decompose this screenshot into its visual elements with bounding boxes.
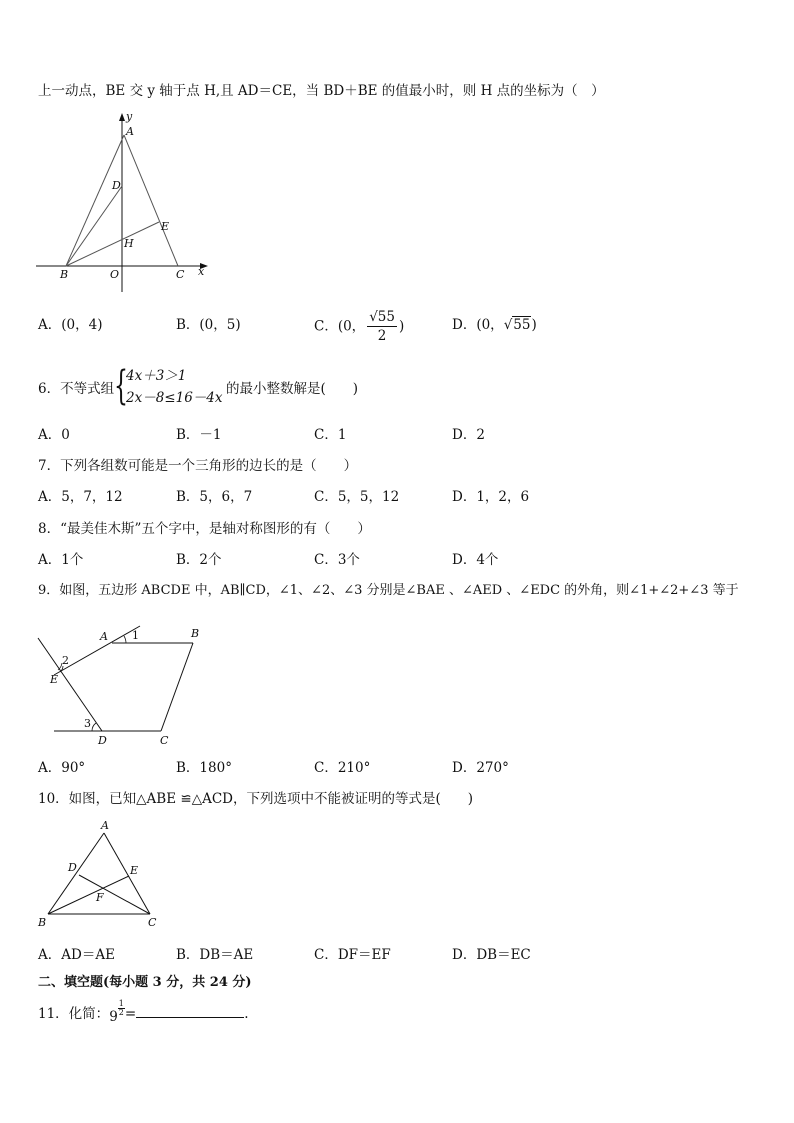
label-b: B — [60, 268, 69, 281]
q11-exponent-numerator: 1 — [118, 999, 124, 1008]
q11-suffix: . — [244, 1006, 249, 1022]
q11-base: 9 — [109, 1009, 118, 1025]
q9-option-d[interactable]: D．270° — [452, 760, 509, 776]
label-d: D — [68, 861, 77, 874]
q6-suffix: 的最小整数解是( ) — [226, 381, 359, 397]
q9-figure — [36, 620, 216, 750]
q8-option-a[interactable]: A．1个 — [38, 552, 84, 568]
q6-option-d[interactable]: D．2 — [452, 427, 485, 443]
q5-stem: 上一动点，BE 交 y 轴于点 H,且 AD＝CE，当 BD＋BE 的值最小时，则 H 点的坐标为（ ） — [38, 83, 605, 99]
q11 — [38, 999, 249, 1025]
label-c: C — [176, 268, 185, 281]
label-a: A — [126, 125, 134, 138]
q10-option-d[interactable]: D．DB＝EC — [452, 947, 531, 963]
angle-mark-1 — [124, 636, 126, 643]
label-e: E — [130, 864, 139, 877]
q5-option-d-radicand: 55 — [513, 317, 531, 333]
label-h: H — [124, 237, 134, 250]
q8-option-d[interactable]: D．4个 — [452, 552, 499, 568]
q5-option-b[interactable]: B．(0，5) — [176, 317, 241, 333]
q5-option-a[interactable]: A．(0，4) — [38, 317, 103, 333]
label-d: D — [98, 734, 107, 747]
line-ea-extended — [54, 626, 140, 675]
q6-inequality-2: 2x－8≤16－4x — [126, 390, 223, 406]
q5-option-d-prefix: D．(0， — [452, 317, 504, 333]
q7-stem: 7．下列各组数可能是一个三角形的边长的是（ ） — [38, 458, 358, 474]
label-3: 3 — [84, 717, 91, 730]
section-2-title: 二、填空题(每小题 3 分，共 24 分) — [38, 975, 252, 990]
q7-option-b[interactable]: B．5，6，7 — [176, 489, 253, 505]
q10-option-a[interactable]: A．AD＝AE — [38, 947, 115, 963]
q5-option-c-suffix: ) — [398, 318, 405, 335]
line-de-extended — [38, 638, 102, 731]
q6-option-c[interactable]: C．1 — [314, 427, 347, 443]
q8-option-b[interactable]: B．2个 — [176, 552, 222, 568]
q9-option-c[interactable]: C．210° — [314, 760, 371, 776]
label-e: E — [161, 220, 170, 233]
q5-option-c-denominator: 2 — [377, 328, 387, 344]
angle-mark-3 — [92, 723, 96, 731]
q5-option-d-suffix: ) — [531, 317, 537, 333]
q6-option-b[interactable]: B．－1 — [176, 427, 222, 443]
q10-stem: 10．如图，已知△ABE ≌△ACD，下列选项中不能被证明的等式是( ) — [38, 791, 474, 807]
q11-answer-blank[interactable] — [136, 1004, 244, 1018]
segment-be — [66, 222, 159, 266]
q9-stem: 9．如图，五边形 ABCDE 中，AB∥CD，∠1、∠2、∠3 分别是∠BAE 、∠AED 、∠EDC 的外角，则∠1+∠2+∠3 等于 — [38, 583, 739, 598]
label-a: A — [100, 630, 108, 643]
label-a: A — [101, 819, 109, 832]
q5-option-d-sqrt: √55 — [503, 317, 531, 333]
label-b: B — [191, 627, 200, 640]
q10-option-b[interactable]: B．DB＝AE — [176, 947, 254, 963]
label-x: x — [198, 265, 205, 278]
q6-option-a[interactable]: A．0 — [38, 427, 70, 443]
segment-be — [48, 876, 129, 914]
q5-figure — [36, 108, 216, 298]
q6-brace: { — [114, 363, 128, 409]
label-y: y — [126, 110, 133, 123]
q5-option-d[interactable] — [452, 316, 537, 334]
q6-prefix: 6．不等式组 — [38, 381, 115, 397]
q9-option-b[interactable]: B．180° — [176, 760, 232, 776]
q7-option-a[interactable]: A．5，7，12 — [38, 489, 123, 505]
q7-option-d[interactable]: D．1，2，6 — [452, 489, 530, 505]
label-1: 1 — [132, 629, 139, 642]
q6-inequality-1: 4x＋3＞1 — [126, 368, 187, 384]
label-c: C — [160, 734, 169, 747]
q8-option-c[interactable]: C．3个 — [314, 552, 360, 568]
label-e: E — [50, 673, 59, 686]
label-b: B — [38, 916, 47, 929]
q5-option-c-prefix: C．(0， — [314, 318, 366, 335]
q8-stem: 8．“最美佳木斯”五个字中，是轴对称图形的有（ ） — [38, 521, 371, 537]
q11-exponent — [118, 1000, 125, 1017]
label-o: O — [110, 268, 120, 281]
q5-option-c-fraction — [367, 308, 397, 345]
q11-prefix: 11．化简： — [38, 1006, 110, 1022]
label-2: 2 — [62, 654, 69, 667]
label-d: D — [112, 179, 121, 192]
q11-equals: = — [124, 1006, 137, 1022]
edge-bc — [161, 643, 193, 731]
segment-bd — [66, 186, 122, 266]
q7-option-c[interactable]: C．5，5，12 — [314, 489, 400, 505]
q5-option-c-numerator: √55 — [369, 309, 395, 325]
q5-option-c[interactable] — [314, 308, 404, 345]
label-c: C — [148, 916, 157, 929]
y-axis-arrow — [119, 113, 125, 121]
segment-ab — [66, 135, 124, 266]
label-f: F — [96, 891, 104, 904]
q9-option-a[interactable]: A．90° — [38, 760, 86, 776]
q10-option-c[interactable]: C．DF＝EF — [314, 947, 391, 963]
q10-figure — [34, 818, 164, 936]
q11-exponent-denominator: 2 — [118, 1008, 124, 1017]
